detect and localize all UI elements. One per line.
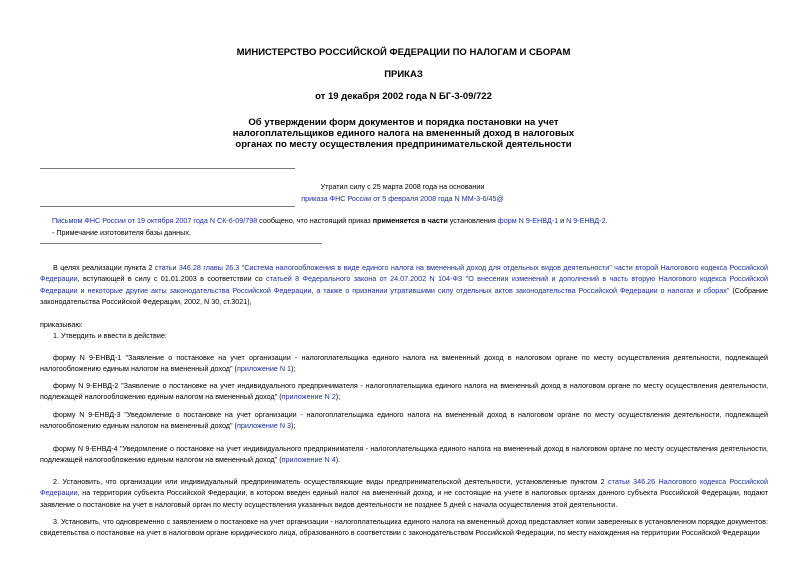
appendix-3-link[interactable]: приложение N 3	[236, 421, 292, 431]
ministry-title: МИНИСТЕРСТВО РОССИЙСКОЙ ФЕДЕРАЦИИ ПО НАЛОГАМ И СБОРАМ	[236, 47, 571, 58]
article-346-26-link[interactable]: статьи 346.26 Налогового кодекса Российской Федерации	[40, 477, 768, 498]
subject-line: Об утверждении форм документов и порядка постановки на учет	[248, 117, 559, 128]
divider	[40, 243, 322, 244]
divider	[40, 206, 295, 207]
doc-type: ПРИКАЗ	[384, 69, 423, 80]
preamble-paragraph: В целях реализации пункта 2 статьи 346.28 главы 26.3 "Система налогообложения в виде единого налога на вмененный доход для отдельных видов деятельности" части второй Налогового кодекса Российской Федерации, вступающей в силу с 01.01.2003 в соответствии со статьей 8 Федерального закона от 24.07.2002 N 104-ФЗ "О внесении изменений и дополнений в часть вторую Налогового кодекса Российской Федерации и некоторые другие акты законодательства Российской Федерации, а также о признании утратившими силу отдельных актов законодательства Российской Федерации о налогах и сборах" (Собрание законодательства Российской Федерации, 2002, N 30, ст.3021),	[40, 263, 768, 306]
doc-date-number: от 19 декабря 2002 года N БГ-3-09/722	[315, 91, 492, 102]
subject-line: налогоплательщиков единого налога на вмененный доход в налоговых	[232, 128, 575, 139]
item-1: 1. Утвердить и ввести в действие:	[53, 331, 167, 340]
subject-line: органах по месту осуществления предпринимательской деятельности	[235, 139, 572, 150]
federal-law-104-link[interactable]: статьей 8 Федерального закона от 24.07.2002 N 104-ФЗ "О внесении изменений и дополнений в часть вторую Налогового кодекса Российской Федерации и некоторые другие акты законодательства Российской Федерации, а также о признании утратившими силу отдельных актов законодательства Российской Федерации о налогах и сборах"	[40, 274, 768, 295]
repeal-order-link[interactable]: приказа ФНС России от 5 февраля 2008 года N ММ-3-6/45@	[301, 193, 504, 203]
form-9-envd-2-link[interactable]: N 9-ЕНВД-2	[566, 216, 606, 225]
repeal-text: Утратил силу с 25 марта 2008 года на основании	[320, 182, 485, 191]
item-2: 2. Установить, что организации или индивидуальный предприниматель осуществляющие виды предпринимательской деятельности, установленные пунктом 2 статьи 346.26 Налогового кодекса Российской Федерации, на территории субъекта Российской Федерации, в котором введен единый налог на вмененный доход, и не состоящие на учете в налоговых органах данного субъекта Российской Федерации, подают заявление о постановке на учет в налоговый орган по месту осуществления указанных видов деятельности не позднее 5 дней с начала осуществления этой деятельности.	[40, 477, 768, 509]
form-item: форму N 9-ЕНВД-3 "Уведомление о постановке на учет организации - налогоплательщика единого налога на вмененный доход в налоговом органе по месту осуществления деятельности, подлежащей налогообложению единым налогом на вмененный доход" (приложение N 3);	[40, 410, 768, 431]
repeal-note	[200, 181, 605, 204]
doc-subject	[150, 117, 657, 150]
form-9-envd-1-link[interactable]: форм N 9-ЕНВД-1	[497, 216, 559, 225]
item-3: 3. Установить, что одновременно с заявлением о постановке на учет организации - налогоплательщика единого налога на вмененный доход представляет копии заверенных в установленном порядке документов: свидетельства о постановке на учет в налоговом органе юридического лица, образованного в соответствии с законодательством Российской Федерации, по месту нахождения на территории Российской Федерации	[40, 517, 768, 538]
appendix-4-link[interactable]: приложение N 4	[281, 455, 336, 465]
article-346-28-link[interactable]: статьи 346.28 главы 26.3 "Система налогообложения в виде единого налога на вмененный доход для отдельных видов деятельности" части второй Налогового кодекса Российской Федерации	[40, 263, 768, 284]
editor-note: Письмом ФНС России от 19 октября 2007 года N СК-6-09/798 сообщено, что настоящий приказ применяется в части установления форм N 9-ЕНВД-1 и N 9-ЕНВД-2. - Примечание изготовителя базы данных.	[52, 215, 772, 238]
editor-remark: - Примечание изготовителя базы данных.	[52, 227, 191, 237]
appendix-1-link[interactable]: приложение N 1	[236, 364, 292, 374]
divider	[40, 168, 295, 169]
form-item: форму N 9-ЕНВД-4 "Уведомление о постановке на учет индивидуального предпринимателя - налогоплательщика единого налога на вмененный доход в налоговом органе по месту осуществления деятельности, подлежащей налогообложению единым налогом на вмененный доход" (приложение N 4).	[40, 444, 768, 465]
order-word: приказываю:	[40, 320, 83, 329]
form-item: форму N 9-ЕНВД-2 "Заявление о постановке на учет индивидуального предпринимателя - налогоплательщика единого налога на вмененный доход в налоговом органе по месту осуществления деятельности, подлежащей налогообложению единым налогом на вмененный доход" (приложение N 2);	[40, 381, 768, 402]
form-item: форму N 9-ЕНВД-1 "Заявление о постановке на учет организации - налогоплательщика единого налога на вмененный доход в налоговом органе по месту осуществления деятельности, подлежащей налогообложению единым налогом на вмененный доход" (приложение N 1);	[40, 353, 768, 374]
fns-letter-link[interactable]: Письмом ФНС России от 19 октября 2007 года N СК-6-09/798	[52, 216, 258, 225]
appendix-2-link[interactable]: приложение N 2	[281, 392, 336, 402]
